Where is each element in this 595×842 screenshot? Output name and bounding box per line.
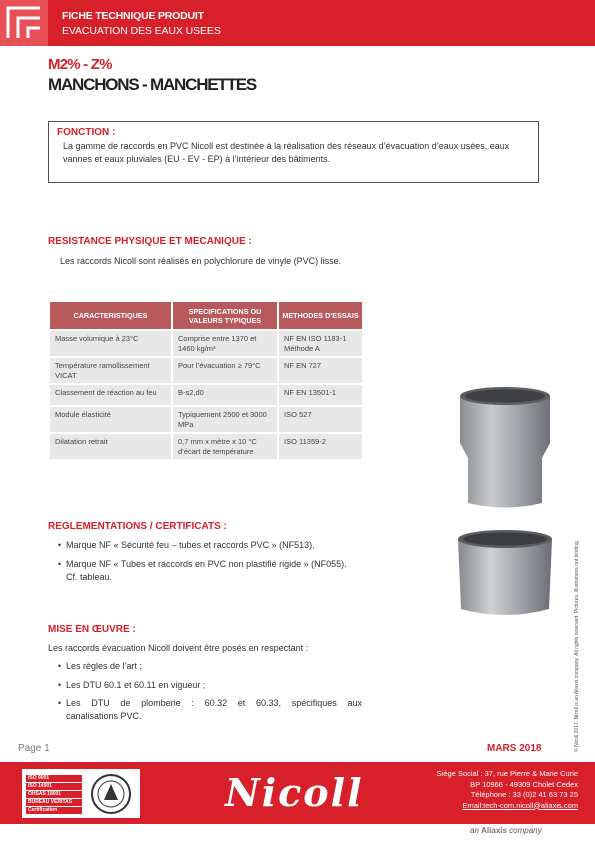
- cert-label: BUREAU VERITAS: [26, 799, 82, 806]
- table-row: [50, 330, 363, 357]
- header-subtitle: EVACUATION DES EAUX USEES: [62, 25, 221, 37]
- list-item-continuation: Cf. tableau.: [66, 572, 113, 582]
- page-number: Page 1: [18, 743, 50, 754]
- table-cell: Pour l’évacuation ≥ 79°C: [172, 357, 278, 384]
- reglementations-heading: REGLEMENTATIONS / CERTIFICATS :: [48, 521, 227, 532]
- table-cell: NF EN ISO 1183-1 Méthode A: [278, 330, 363, 357]
- table-cell: Masse volumique à 23°C: [50, 330, 172, 357]
- address-line: Téléphone : 33 (0)2 41 63 73 25: [470, 790, 578, 799]
- brand-mark-icon: [0, 0, 48, 46]
- list-item: • Les DTU de plomberie : 60.32 et 60.33, spécifiques aux: [58, 698, 362, 708]
- cert-label: ISO 9001: [26, 775, 82, 782]
- company-address: [392, 769, 578, 811]
- email-link[interactable]: Email:tech-com.nicoll@aliaxis.com: [462, 800, 578, 810]
- nicoll-logo: Nicoll: [225, 770, 364, 815]
- table-header-row: [50, 302, 363, 330]
- table-cell: ISO 11359-2: [278, 433, 363, 459]
- header-title: FICHE TECHNIQUE PRODUIT: [62, 10, 204, 22]
- table-cell: NF EN 13501-1: [278, 384, 363, 406]
- list-item-continuation: canalisations PVC.: [66, 711, 142, 721]
- cert-label: OHSAS 18001: [26, 791, 82, 798]
- resistance-text: Les raccords Nicoll sont réalisés en polychlorure de vinyle (PVC) lisse.: [60, 256, 342, 266]
- table-cell: Classement de réaction au feu: [50, 384, 172, 406]
- specifications-table: [50, 302, 364, 459]
- table-cell: ISO 527: [278, 406, 363, 433]
- cert-label: Certification: [26, 807, 82, 814]
- header-bar: [0, 0, 595, 46]
- cert-label: ISO 14001: [26, 783, 82, 790]
- table-cell: Dilatation retrait: [50, 433, 172, 459]
- document-date: MARS 2018: [487, 743, 542, 754]
- list-item: • Marque NF « Tubes et raccords en PVC non plastifié rigide » (NF055).: [58, 559, 347, 569]
- table-cell: 0,7 mm x mètre x 10 °C d’écart de température: [172, 433, 278, 459]
- table-cell: NF EN 727: [278, 357, 363, 384]
- product-title: MANCHONS - MANCHETTES: [48, 75, 257, 94]
- list-item: • Les règles de l’art ;: [58, 661, 143, 671]
- resistance-heading: RESISTANCE PHYSIQUE ET MECANIQUE :: [48, 236, 252, 247]
- copyright-notice: © Nicoll 2017. Nicoll is an Aliaxis company. All rights reserved. Pictures, illustrations not binding.: [574, 539, 580, 752]
- certification-logos: [22, 769, 140, 818]
- footer-bar: [0, 762, 595, 824]
- list-item: • Marque NF « Sécurité feu – tubes et raccords PVC » (NF513).: [58, 540, 315, 550]
- address-line: Siège Social : 37, rue Pierre & Marie Curie: [436, 769, 578, 778]
- product-reference: M2% - Z%: [48, 56, 112, 73]
- aliaxis-logo: Aliaxis: [481, 826, 507, 835]
- table-header-cell: SPECIFICATIONS OU VALEURS TYPIQUES: [172, 302, 278, 330]
- table-row: [50, 433, 363, 459]
- aliaxis-tagline: an Aliaxis company: [470, 826, 542, 835]
- manchon-pipe-image: [455, 525, 555, 625]
- bureau-veritas-seal-icon: [88, 772, 134, 816]
- table-row: [50, 357, 363, 384]
- table-row: [50, 384, 363, 406]
- list-item: • Les DTU 60.1 et 60.11 en vigueur ;: [58, 680, 206, 690]
- mise-en-oeuvre-intro: Les raccords évacuation Nicoll doivent être posés en respectant :: [48, 643, 309, 653]
- table-header-cell: CARACTERISTIQUES: [50, 302, 172, 330]
- table-row: [50, 406, 363, 433]
- table-cell: Comprise entre 1370 et 1460 kg/m³: [172, 330, 278, 357]
- table-header-cell: METHODES D’ESSAIS: [278, 302, 363, 330]
- table-cell: Typiquement 2500 et 3000 MPa: [172, 406, 278, 433]
- table-cell: Module élasticité: [50, 406, 172, 433]
- table-cell: B-s2,d0: [172, 384, 278, 406]
- mise-en-oeuvre-heading: MISE EN ŒUVRE :: [48, 624, 136, 635]
- manchette-pipe-image: [455, 378, 555, 513]
- fonction-text: La gamme de raccords en PVC Nicoll est destinée à la réalisation des réseaux d’évacuation d’eaux usées, eaux vannes et eaux pluviales (EU - EV - EP) à l’intérieur des bâtiments.: [63, 141, 510, 164]
- fonction-box: [48, 121, 539, 183]
- address-line: BP 10966 - 49309 Cholet Cedex: [470, 779, 578, 789]
- table-cell: Température ramollissement VICAT: [50, 357, 172, 384]
- fonction-heading: FONCTION :: [57, 127, 116, 138]
